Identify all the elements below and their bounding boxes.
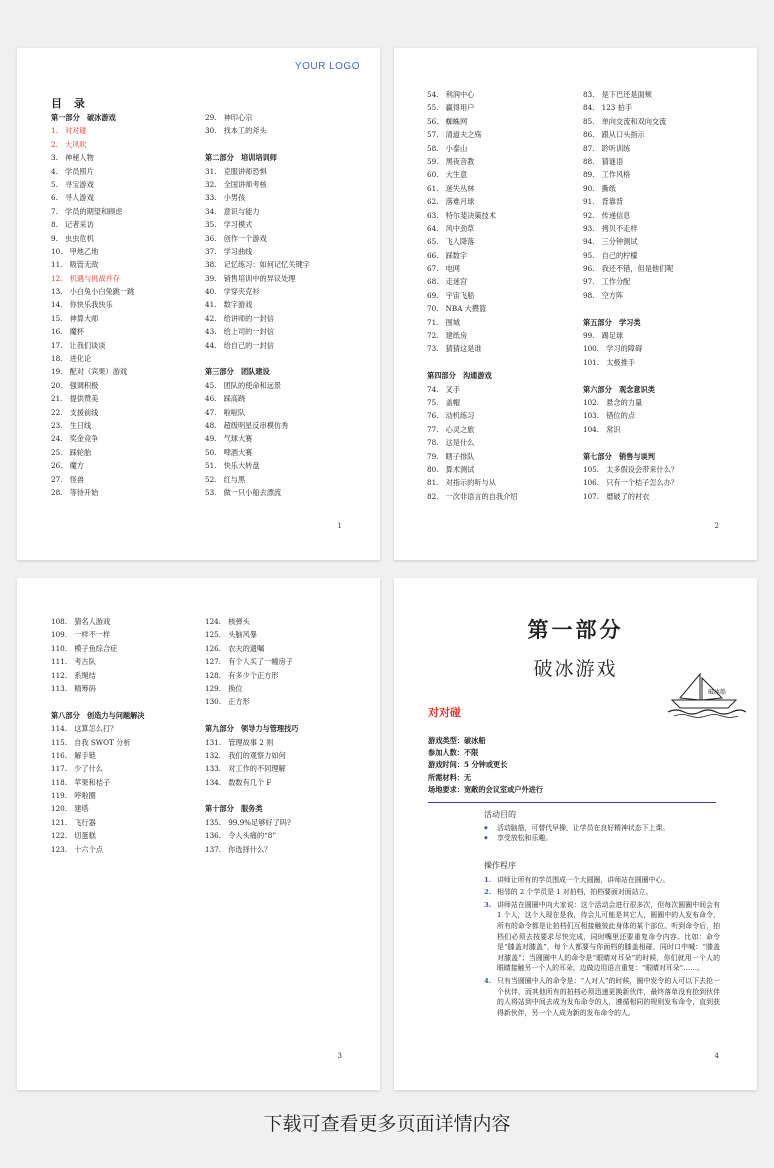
toc-section-heading: 第十部分 服务类 xyxy=(205,804,263,814)
toc-column xyxy=(583,88,678,503)
toc-entry[interactable]: 24. 奖金竞争 xyxy=(51,434,99,444)
toc-entry[interactable]: 55. 赢得用户 xyxy=(427,103,475,113)
toc-entry[interactable]: 110. 模子鱼综合症 xyxy=(51,643,118,653)
info-row: 所需材料：无 xyxy=(428,772,472,782)
toc-column xyxy=(51,615,144,856)
toc-entry[interactable]: 22. 支援前线 xyxy=(51,407,99,417)
toc-entry[interactable]: 12. 机遇与挑战并存 xyxy=(51,273,120,283)
toc-entry[interactable]: 9. 虫虫危机 xyxy=(51,233,94,243)
info-row: 参加人数：不限 xyxy=(428,748,479,758)
toc-entry[interactable]: 105. 太多假设会带来什么？ xyxy=(583,464,679,474)
toc-entry[interactable]: 63. 特尔斐决策技术 xyxy=(427,210,496,220)
procedure-section xyxy=(484,861,720,1020)
toc-entry[interactable]: 88. 猜谜语 xyxy=(583,156,624,166)
toc-entry[interactable]: 101. 太极推手 xyxy=(583,357,635,367)
toc-entry[interactable]: 129. 换位 xyxy=(205,683,243,693)
toc-entry[interactable]: 75. 盖帽 xyxy=(427,397,460,407)
toc-entry[interactable]: 122. 切蛋糕 xyxy=(51,831,96,841)
spacer xyxy=(205,789,298,802)
toc-page-1 xyxy=(17,48,380,560)
purpose-item: ◆ 活动脑筋，可替代早操，让学员在良好精神状态下上课。 xyxy=(484,823,720,834)
toc-entry[interactable]: 86. 跟从口头指示 xyxy=(583,130,645,140)
toc-entry[interactable]: 98. 空方阵 xyxy=(583,290,624,300)
toc-entry[interactable]: 42. 给讲师的一封信 xyxy=(205,313,274,323)
spacer xyxy=(427,356,518,369)
page-number: 2 xyxy=(714,522,719,530)
toc-entry[interactable]: 89. 工作风格 xyxy=(583,170,631,180)
toc-entry[interactable]: 45. 团队的使命和远景 xyxy=(205,380,282,390)
toc-entry[interactable]: 112. 系绳结 xyxy=(51,670,96,680)
toc-entry[interactable]: 60. 大生意 xyxy=(427,170,468,180)
toc-entry[interactable]: 59. 黑夜音教 xyxy=(427,156,475,166)
toc-entry[interactable]: 99. 踢足球 xyxy=(583,331,624,341)
toc-entry[interactable]: 19. 配对（宾果）游戏 xyxy=(51,367,128,377)
toc-entry[interactable]: 136. 令人头痛的“8” xyxy=(205,831,277,841)
toc-entry[interactable]: 133. 对工作的不同理解 xyxy=(205,764,286,774)
toc-entry[interactable]: 36. 创作一个游戏 xyxy=(205,233,267,243)
purpose-title: 活动目的 xyxy=(484,810,516,819)
toc-entry[interactable]: 100. 学习的障碍 xyxy=(583,344,643,354)
toc-entry[interactable]: 62. 落难月球 xyxy=(427,197,475,207)
toc-entry[interactable]: 96. 我还不错，但是他们呢 xyxy=(583,264,674,274)
toc-column xyxy=(51,111,134,499)
toc-entry[interactable]: 56. 蜘蛛网 xyxy=(427,116,468,126)
step-text: 相邻的 2 个学员是 1 对拍档，拍档要面对面站立。 xyxy=(497,888,653,897)
toc-entry[interactable]: 119. 呼啦圈 xyxy=(51,791,96,801)
toc-entry[interactable]: 50. 啤酒大赛 xyxy=(205,447,253,457)
toc-entry[interactable]: 52. 红与黑 xyxy=(205,474,246,484)
spacer xyxy=(583,302,678,315)
footer-caption: 下载可查看更多页面详情内容 xyxy=(263,1113,511,1135)
toc-entry[interactable]: 6. 寻人游戏 xyxy=(51,193,94,203)
toc-entry[interactable]: 71. 围城 xyxy=(427,317,460,327)
game-title: 对对碰 xyxy=(428,706,461,719)
toc-entry[interactable]: 85. 单向交流和双向交流 xyxy=(583,116,667,126)
toc-entry[interactable]: 66. 踩数字 xyxy=(427,250,468,260)
spacer xyxy=(205,709,298,722)
toc-entry[interactable]: 57. 清道夫之殇 xyxy=(427,130,482,140)
toc-entry[interactable]: 49. 气球大赛 xyxy=(205,434,253,444)
toc-entry[interactable]: 47. 啦啦队 xyxy=(205,407,246,417)
toc-page-2 xyxy=(394,48,757,560)
spacer xyxy=(205,138,310,151)
toc-entry[interactable]: 18. 进化论 xyxy=(51,354,92,364)
toc-entry[interactable]: 58. 小泰山 xyxy=(427,143,468,153)
toc-entry[interactable]: 5. 寻宝游戏 xyxy=(51,179,94,189)
toc-entry[interactable]: 34. 意识与能力 xyxy=(205,206,260,216)
toc-entry[interactable]: 135. 99.9%足够好了吗? xyxy=(205,817,291,827)
toc-entry[interactable]: 16. 魔杯 xyxy=(51,327,84,337)
spacer xyxy=(583,436,678,449)
info-row: 游戏类型：破冰船 xyxy=(428,736,486,745)
toc-entry[interactable]: 78. 这是什么 xyxy=(427,438,475,448)
toc-entry[interactable]: 53. 做一只小船去漂流 xyxy=(205,487,282,497)
toc-entry[interactable]: 102. 悬念的力量 xyxy=(583,397,643,407)
toc-entry[interactable]: 25. 踩轮胎 xyxy=(51,447,92,457)
toc-section-heading: 第五部分 学习类 xyxy=(583,317,641,327)
toc-column xyxy=(427,88,518,503)
toc-entry[interactable]: 14. 你快乐我快乐 xyxy=(51,300,113,310)
toc-entry[interactable]: 48. 超级明星反串模仿秀 xyxy=(205,420,289,430)
toc-entry[interactable]: 114. 这算怎么打？ xyxy=(51,724,118,734)
toc-entry[interactable]: 84. 123 拍手 xyxy=(583,103,632,113)
toc-entry[interactable]: 37. 学习曲线 xyxy=(205,246,253,256)
toc-entry[interactable]: 113. 精筹码 xyxy=(51,683,96,693)
toc-entry[interactable]: 94. 三分钟测试 xyxy=(583,237,638,247)
toc-entry[interactable]: 83. 是下巴还是面颊 xyxy=(583,90,652,99)
toc-entry[interactable]: 91. 背靠背 xyxy=(583,197,624,207)
toc-entry[interactable]: 127. 有个人买了一幢房子 xyxy=(205,657,293,667)
toc-page-3 xyxy=(17,578,380,1090)
toc-entry[interactable]: 27. 怪兽 xyxy=(51,474,84,484)
divider xyxy=(428,802,716,803)
toc-entry[interactable]: 128. 有多少个正方形 xyxy=(205,670,279,680)
boat-label: 破冰船 xyxy=(708,689,727,696)
toc-entry[interactable]: 69. 宇宙飞船 xyxy=(427,290,475,300)
toc-column xyxy=(205,615,298,856)
toc-entry[interactable]: 124. 核弹头 xyxy=(205,617,250,626)
toc-entry[interactable]: 87. 聆听训练 xyxy=(583,143,631,153)
spacer xyxy=(583,369,678,382)
game-info xyxy=(428,735,543,796)
toc-entry[interactable]: 10. 甲地乙地 xyxy=(51,246,99,256)
toc-entry[interactable]: 108. 猜名人游戏 xyxy=(51,617,111,626)
toc-entry[interactable]: 29. 神印心宗 xyxy=(205,113,253,122)
toc-entry[interactable]: 121. 飞行器 xyxy=(51,817,96,827)
toc-entry[interactable]: 2. 大风吹 xyxy=(51,139,87,149)
step-text: 讲师站在圆圈中向大家说：这个活动会进行很多次，但每次圆圈中间会有 1 个人，这个人现在是我，待会儿可能是其它人，圆圈中的人发布命令，所有的命令都是让拍档们互相接触彼此身体的某个部位。听到命令后，拍档们必须去按要求尽快完成，同时嘴里还要重复命令内容。比如：命令是“膝盖对膝盖”，每个人都要与你面档的膝盖相碰，同时口中喊：“膝盖对膝盖”；当圆圈中人的命令是“眼睛对耳朵”的时候，你们就用一个人的眼睛接触另一个人的耳朵，边做边用语言重复：“眼睛对耳朵”……。 xyxy=(497,900,720,973)
logo-text: YOUR LOGO xyxy=(294,61,360,72)
procedure-step xyxy=(484,887,720,898)
toc-entry[interactable]: 44. 给自己的一封信 xyxy=(205,340,274,350)
toc-entry[interactable]: 64. 风中劲草 xyxy=(427,223,475,233)
toc-entry[interactable]: 82. 一次非语言的自我介绍 xyxy=(427,491,518,501)
toc-entry[interactable]: 31. 克服讲师恐惧 xyxy=(205,166,267,176)
toc-entry[interactable]: 126. 农夫的遗嘱 xyxy=(205,643,265,653)
toc-entry[interactable]: 67. 电网 xyxy=(427,264,460,274)
toc-entry[interactable]: 61. 迷失丛林 xyxy=(427,183,475,193)
toc-entry[interactable]: 41. 数字游戏 xyxy=(205,300,253,310)
info-row: 游戏时间：5 分钟或更长 xyxy=(428,760,508,770)
toc-entry[interactable]: 38. 记忆练习：如何记忆关键字 xyxy=(205,260,310,270)
page-number: 3 xyxy=(337,1052,342,1060)
toc-entry[interactable]: 54. 利润中心 xyxy=(427,90,475,99)
toc-section-heading: 第二部分 培训培训师 xyxy=(205,153,277,163)
spacer xyxy=(51,695,144,708)
toc-entry[interactable]: 125. 头脑风暴 xyxy=(205,630,257,640)
toc-entry[interactable]: 28. 等待开始 xyxy=(51,487,99,497)
purpose-item: ◆ 享受放松和乐趣。 xyxy=(484,833,720,844)
toc-entry[interactable]: 109. 一样不一样 xyxy=(51,630,111,640)
toc-entry[interactable]: 17. 让我们谈谈 xyxy=(51,340,106,350)
toc-entry[interactable]: 32. 全国讲师考核 xyxy=(205,179,267,189)
step-number: 3. xyxy=(484,900,492,909)
toc-entry[interactable]: 33. 小男孩 xyxy=(205,193,246,203)
toc-entry[interactable]: 4. 学员照片 xyxy=(51,166,94,176)
toc-section-heading: 第七部分 销售与谈判 xyxy=(583,451,655,461)
toc-entry[interactable]: 111. 考古队 xyxy=(51,657,96,667)
toc-entry[interactable]: 51. 快乐大转盘 xyxy=(205,461,260,471)
toc-entry[interactable]: 132. 我们的观察力如何 xyxy=(205,750,286,760)
toc-entry[interactable]: 8. 记者采访 xyxy=(51,220,94,230)
toc-entry[interactable]: 39. 销售培训中的异议处理 xyxy=(205,273,296,283)
toc-entry[interactable]: 35. 学习模式 xyxy=(205,220,253,230)
toc-entry[interactable]: 46. 踩高跷 xyxy=(205,394,246,404)
toc-title: 目 录 xyxy=(51,97,89,110)
toc-section-heading: 第三部分 团队建设 xyxy=(205,367,270,377)
step-text: 只有当圆圈中人的命令是：“人对人”的时候，圈中发令的人可以下去抢一个伙伴，而其他所有的拍档必须迅速更换新伙伴，最终落单没有抢到伙伴的人将站到中间去成为发布命令的人，遵循相同的规则发布命令，直到获得新伙伴，另一个人成为新的发布命令的人。 xyxy=(497,976,720,1017)
toc-entry[interactable]: 65. 飞人降落 xyxy=(427,237,475,247)
step-text: 讲师让所有的学员围成一个大圆圈，讲师站在圆圈中心。 xyxy=(497,875,670,884)
toc-entry[interactable]: 115. 自我 SWOT 分析 xyxy=(51,737,131,747)
toc-column xyxy=(205,111,310,499)
toc-entry[interactable]: 3. 神秘人物 xyxy=(51,153,94,163)
toc-entry[interactable]: 95. 自己的柠檬 xyxy=(583,250,638,260)
toc-entry[interactable]: 123. 十六个点 xyxy=(51,844,103,854)
toc-entry[interactable]: 1. 对对碰 xyxy=(51,126,87,136)
page-number: 1 xyxy=(337,522,342,530)
procedure-title: 操作程序 xyxy=(484,861,516,870)
toc-section-heading: 第四部分 沟通游戏 xyxy=(427,371,492,381)
boat-illustration xyxy=(666,670,746,718)
toc-entry[interactable]: 7. 学员的期望和顾虑 xyxy=(51,206,123,216)
toc-entry[interactable]: 120. 建塔 xyxy=(51,804,89,814)
toc-entry[interactable]: 79. 瞎子排队 xyxy=(427,451,475,461)
toc-entry[interactable]: 77. 心灵之旅 xyxy=(427,424,475,434)
toc-entry[interactable]: 116. 解手链 xyxy=(51,750,96,760)
content-page-4 xyxy=(394,578,757,1090)
toc-entry[interactable]: 43. 给上司的一封信 xyxy=(205,327,274,337)
toc-entry[interactable]: 130. 正方形 xyxy=(205,697,250,707)
toc-entry[interactable]: 13. 小白兔小白兔跳一跳 xyxy=(51,287,135,297)
toc-entry[interactable]: 103. 错位的点 xyxy=(583,411,635,421)
toc-entry[interactable]: 73. 猜猜这是谁 xyxy=(427,344,482,354)
toc-entry[interactable]: 76. 动机练习 xyxy=(427,411,475,421)
toc-entry[interactable]: 15. 神算大师 xyxy=(51,313,99,323)
toc-entry[interactable]: 92. 传递信息 xyxy=(583,210,631,220)
toc-entry[interactable]: 107. 磨破了的衬衣 xyxy=(583,491,650,501)
toc-entry[interactable]: 93. 拷贝不走样 xyxy=(583,223,638,233)
toc-entry[interactable]: 11. 吸管无敌 xyxy=(51,260,99,270)
page-number: 4 xyxy=(714,1052,719,1060)
toc-entry[interactable]: 30. 找本工的斧头 xyxy=(205,126,267,136)
procedure-step xyxy=(484,900,720,974)
info-row: 场地要求：宽敞的会议室或户外进行 xyxy=(428,784,544,794)
toc-entry[interactable]: 80. 算术测试 xyxy=(427,464,475,474)
step-number: 4. xyxy=(484,976,492,985)
toc-entry[interactable]: 81. 对指示的听与从 xyxy=(427,478,496,488)
toc-section-heading: 第六部分 观念意识类 xyxy=(583,384,655,394)
toc-entry[interactable]: 134. 数数有几个 F xyxy=(205,777,272,787)
step-number: 2. xyxy=(484,888,492,897)
toc-entry[interactable]: 117. 少了什么 xyxy=(51,764,103,774)
toc-entry[interactable]: 97. 工作分配 xyxy=(583,277,631,287)
toc-section-heading: 第八部分 创造力与问题解决 xyxy=(51,710,145,720)
toc-entry[interactable]: 26. 魔方 xyxy=(51,461,84,471)
toc-section-heading: 第九部分 领导力与管理技巧 xyxy=(205,724,299,734)
toc-entry[interactable]: 74. 叉手 xyxy=(427,384,460,394)
purpose-section xyxy=(484,810,720,844)
toc-entry[interactable]: 23. 生日线 xyxy=(51,420,92,430)
toc-entry[interactable]: 68. 走迷宫 xyxy=(427,277,468,287)
part-subheading: 破冰游戏 xyxy=(533,658,618,680)
toc-entry[interactable]: 70. NBA 大攒篮 xyxy=(427,304,487,314)
toc-entry[interactable]: 131. 管理故事 2 则 xyxy=(205,737,274,747)
procedure-step xyxy=(484,976,720,1018)
toc-entry[interactable]: 118. 苹果和桔子 xyxy=(51,777,111,787)
toc-entry[interactable]: 20. 强调积极 xyxy=(51,380,99,390)
part-heading: 第一部分 xyxy=(527,617,624,642)
toc-entry[interactable]: 106. 只有一个桔子怎么办？ xyxy=(583,478,679,488)
procedure-step xyxy=(484,875,720,886)
toc-entry[interactable]: 72. 建纸房 xyxy=(427,331,468,341)
toc-entry[interactable]: 137. 你选择什么？ xyxy=(205,844,272,854)
spacer xyxy=(205,352,310,365)
toc-section-heading: 第一部分 破冰游戏 xyxy=(51,113,116,122)
toc-entry[interactable]: 90. 撕纸 xyxy=(583,183,616,193)
toc-entry[interactable]: 104. 常识 xyxy=(583,424,621,434)
step-number: 1. xyxy=(484,875,492,884)
toc-entry[interactable]: 40. 学穿夹克衫 xyxy=(205,287,260,297)
toc-entry[interactable]: 21. 提供赞美 xyxy=(51,394,99,404)
